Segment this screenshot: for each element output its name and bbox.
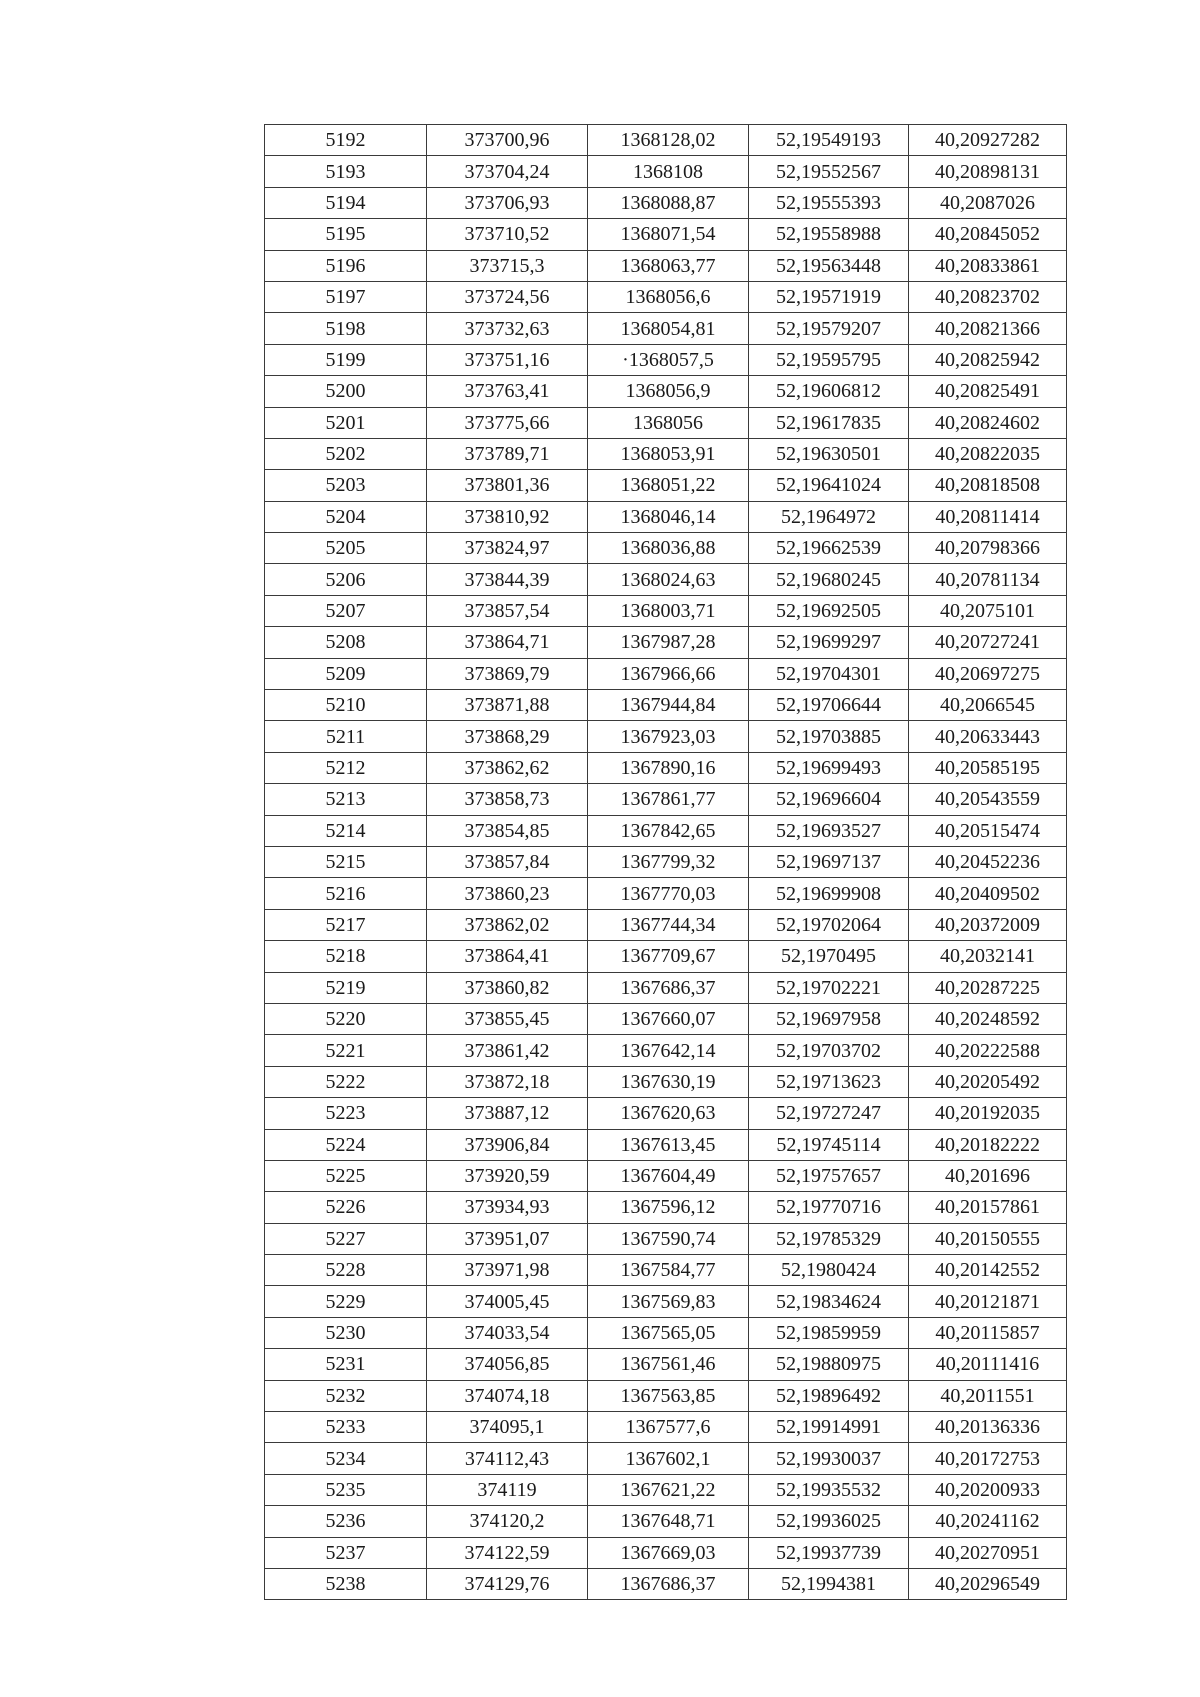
table-row	[265, 627, 1067, 658]
table-row	[265, 752, 1067, 783]
x-coordinate-cell: 373862,02	[427, 909, 588, 940]
longitude-cell: 40,201696	[909, 1160, 1067, 1191]
x-coordinate-cell: 373906,84	[427, 1129, 588, 1160]
table-row	[265, 1317, 1067, 1348]
latitude-cell: 52,19662539	[749, 533, 909, 564]
latitude-cell: 52,19606812	[749, 376, 909, 407]
x-coordinate-cell: 373710,52	[427, 219, 588, 250]
x-coordinate-cell: 373861,42	[427, 1035, 588, 1066]
x-coordinate-cell: 374074,18	[427, 1380, 588, 1411]
point-number-cell: 5236	[265, 1506, 427, 1537]
table-row	[265, 313, 1067, 344]
y-coordinate-cell: 1367660,07	[588, 1003, 749, 1034]
x-coordinate-cell: 373858,73	[427, 784, 588, 815]
x-coordinate-cell: 373951,07	[427, 1223, 588, 1254]
longitude-cell: 40,20898131	[909, 156, 1067, 187]
x-coordinate-cell: 374120,2	[427, 1506, 588, 1537]
x-coordinate-cell: 373871,88	[427, 690, 588, 721]
longitude-cell: 40,20157861	[909, 1192, 1067, 1223]
latitude-cell: 52,19558988	[749, 219, 909, 250]
table-row	[265, 1098, 1067, 1129]
latitude-cell: 52,19834624	[749, 1286, 909, 1317]
x-coordinate-cell: 373971,98	[427, 1255, 588, 1286]
x-coordinate-cell: 373864,41	[427, 941, 588, 972]
latitude-cell: 52,1980424	[749, 1255, 909, 1286]
coordinates-table	[264, 124, 1067, 1600]
longitude-cell: 40,20172753	[909, 1443, 1067, 1474]
y-coordinate-cell: 1368108	[588, 156, 749, 187]
longitude-cell: 40,20818508	[909, 470, 1067, 501]
latitude-cell: 52,19702221	[749, 972, 909, 1003]
table-row	[265, 784, 1067, 815]
table-row	[265, 721, 1067, 752]
point-number-cell: 5231	[265, 1349, 427, 1380]
table-row	[265, 1443, 1067, 1474]
longitude-cell: 40,20115857	[909, 1317, 1067, 1348]
point-number-cell: 5223	[265, 1098, 427, 1129]
latitude-cell: 52,19699908	[749, 878, 909, 909]
table-row	[265, 564, 1067, 595]
latitude-cell: 52,19699297	[749, 627, 909, 658]
point-number-cell: 5214	[265, 815, 427, 846]
point-number-cell: 5232	[265, 1380, 427, 1411]
point-number-cell: 5233	[265, 1412, 427, 1443]
table-row	[265, 1412, 1067, 1443]
point-number-cell: 5196	[265, 250, 427, 281]
y-coordinate-cell: 1367744,34	[588, 909, 749, 940]
longitude-cell: 40,20585195	[909, 752, 1067, 783]
point-number-cell: 5198	[265, 313, 427, 344]
point-number-cell: 5224	[265, 1129, 427, 1160]
y-coordinate-cell: 1368003,71	[588, 595, 749, 626]
longitude-cell: 40,20241162	[909, 1506, 1067, 1537]
x-coordinate-cell: 373704,24	[427, 156, 588, 187]
point-number-cell: 5237	[265, 1537, 427, 1568]
x-coordinate-cell: 373887,12	[427, 1098, 588, 1129]
table-row	[265, 1223, 1067, 1254]
x-coordinate-cell: 373824,97	[427, 533, 588, 564]
latitude-cell: 52,19896492	[749, 1380, 909, 1411]
y-coordinate-cell: 1368051,22	[588, 470, 749, 501]
y-coordinate-cell: 1368128,02	[588, 125, 749, 156]
table-row	[265, 1380, 1067, 1411]
y-coordinate-cell: 1368024,63	[588, 564, 749, 595]
table-row	[265, 407, 1067, 438]
x-coordinate-cell: 373868,29	[427, 721, 588, 752]
longitude-cell: 40,20248592	[909, 1003, 1067, 1034]
latitude-cell: 52,19641024	[749, 470, 909, 501]
table-row	[265, 250, 1067, 281]
latitude-cell: 52,19706644	[749, 690, 909, 721]
latitude-cell: 52,19880975	[749, 1349, 909, 1380]
table-row	[265, 219, 1067, 250]
point-number-cell: 5211	[265, 721, 427, 752]
y-coordinate-cell: 1367577,6	[588, 1412, 749, 1443]
table-row	[265, 187, 1067, 218]
x-coordinate-cell: 373872,18	[427, 1066, 588, 1097]
table-row	[265, 281, 1067, 312]
table-row	[265, 1474, 1067, 1505]
table-row	[265, 344, 1067, 375]
y-coordinate-cell: 1367565,05	[588, 1317, 749, 1348]
point-number-cell: 5225	[265, 1160, 427, 1191]
y-coordinate-cell: 1367648,71	[588, 1506, 749, 1537]
latitude-cell: 52,19757657	[749, 1160, 909, 1191]
coordinates-table-body	[265, 125, 1067, 1600]
table-row	[265, 1255, 1067, 1286]
longitude-cell: 40,2087026	[909, 187, 1067, 218]
latitude-cell: 52,1994381	[749, 1568, 909, 1599]
longitude-cell: 40,20825942	[909, 344, 1067, 375]
longitude-cell: 40,20150555	[909, 1223, 1067, 1254]
longitude-cell: 40,20822035	[909, 438, 1067, 469]
point-number-cell: 5200	[265, 376, 427, 407]
longitude-cell: 40,20121871	[909, 1286, 1067, 1317]
y-coordinate-cell: 1367604,49	[588, 1160, 749, 1191]
longitude-cell: 40,20409502	[909, 878, 1067, 909]
table-row	[265, 1568, 1067, 1599]
y-coordinate-cell: 1368054,81	[588, 313, 749, 344]
longitude-cell: 40,20845052	[909, 219, 1067, 250]
point-number-cell: 5226	[265, 1192, 427, 1223]
point-number-cell: 5227	[265, 1223, 427, 1254]
latitude-cell: 52,19770716	[749, 1192, 909, 1223]
x-coordinate-cell: 373860,23	[427, 878, 588, 909]
table-row	[265, 1003, 1067, 1034]
latitude-cell: 52,19552567	[749, 156, 909, 187]
latitude-cell: 52,19617835	[749, 407, 909, 438]
y-coordinate-cell: 1368056,6	[588, 281, 749, 312]
table-row	[265, 909, 1067, 940]
y-coordinate-cell: 1367569,83	[588, 1286, 749, 1317]
table-row	[265, 878, 1067, 909]
longitude-cell: 40,20811414	[909, 501, 1067, 532]
x-coordinate-cell: 373732,63	[427, 313, 588, 344]
longitude-cell: 40,20287225	[909, 972, 1067, 1003]
point-number-cell: 5222	[265, 1066, 427, 1097]
latitude-cell: 52,19697137	[749, 846, 909, 877]
latitude-cell: 52,19595795	[749, 344, 909, 375]
longitude-cell: 40,20452236	[909, 846, 1067, 877]
y-coordinate-cell: 1367799,32	[588, 846, 749, 877]
x-coordinate-cell: 373751,16	[427, 344, 588, 375]
latitude-cell: 52,1970495	[749, 941, 909, 972]
x-coordinate-cell: 374056,85	[427, 1349, 588, 1380]
point-number-cell: 5195	[265, 219, 427, 250]
longitude-cell: 40,20182222	[909, 1129, 1067, 1160]
latitude-cell: 52,1964972	[749, 501, 909, 532]
x-coordinate-cell: 373706,93	[427, 187, 588, 218]
table-row	[265, 1160, 1067, 1191]
table-row	[265, 846, 1067, 877]
y-coordinate-cell: 1368036,88	[588, 533, 749, 564]
point-number-cell: 5220	[265, 1003, 427, 1034]
latitude-cell: 52,19571919	[749, 281, 909, 312]
x-coordinate-cell: 373789,71	[427, 438, 588, 469]
latitude-cell: 52,19859959	[749, 1317, 909, 1348]
latitude-cell: 52,19630501	[749, 438, 909, 469]
x-coordinate-cell: 373855,45	[427, 1003, 588, 1034]
y-coordinate-cell: ·1368057,5	[588, 344, 749, 375]
longitude-cell: 40,20205492	[909, 1066, 1067, 1097]
point-number-cell: 5210	[265, 690, 427, 721]
longitude-cell: 40,20781134	[909, 564, 1067, 595]
latitude-cell: 52,19727247	[749, 1098, 909, 1129]
latitude-cell: 52,19785329	[749, 1223, 909, 1254]
y-coordinate-cell: 1367613,45	[588, 1129, 749, 1160]
latitude-cell: 52,19697958	[749, 1003, 909, 1034]
point-number-cell: 5193	[265, 156, 427, 187]
y-coordinate-cell: 1368056,9	[588, 376, 749, 407]
longitude-cell: 40,20222588	[909, 1035, 1067, 1066]
y-coordinate-cell: 1367923,03	[588, 721, 749, 752]
table-row	[265, 1192, 1067, 1223]
y-coordinate-cell: 1367621,22	[588, 1474, 749, 1505]
table-row	[265, 1286, 1067, 1317]
longitude-cell: 40,20142552	[909, 1255, 1067, 1286]
x-coordinate-cell: 374095,1	[427, 1412, 588, 1443]
x-coordinate-cell: 373934,93	[427, 1192, 588, 1223]
latitude-cell: 52,19563448	[749, 250, 909, 281]
table-row	[265, 470, 1067, 501]
point-number-cell: 5213	[265, 784, 427, 815]
x-coordinate-cell: 373763,41	[427, 376, 588, 407]
point-number-cell: 5205	[265, 533, 427, 564]
point-number-cell: 5234	[265, 1443, 427, 1474]
x-coordinate-cell: 374119	[427, 1474, 588, 1505]
x-coordinate-cell: 374112,43	[427, 1443, 588, 1474]
y-coordinate-cell: 1368071,54	[588, 219, 749, 250]
point-number-cell: 5215	[265, 846, 427, 877]
latitude-cell: 52,19579207	[749, 313, 909, 344]
y-coordinate-cell: 1368046,14	[588, 501, 749, 532]
x-coordinate-cell: 373864,71	[427, 627, 588, 658]
point-number-cell: 5208	[265, 627, 427, 658]
x-coordinate-cell: 374033,54	[427, 1317, 588, 1348]
x-coordinate-cell: 373857,54	[427, 595, 588, 626]
table-row	[265, 690, 1067, 721]
table-row	[265, 533, 1067, 564]
point-number-cell: 5203	[265, 470, 427, 501]
x-coordinate-cell: 373857,84	[427, 846, 588, 877]
latitude-cell: 52,19555393	[749, 187, 909, 218]
y-coordinate-cell: 1367561,46	[588, 1349, 749, 1380]
latitude-cell: 52,19699493	[749, 752, 909, 783]
point-number-cell: 5228	[265, 1255, 427, 1286]
y-coordinate-cell: 1368056	[588, 407, 749, 438]
latitude-cell: 52,19680245	[749, 564, 909, 595]
longitude-cell: 40,20136336	[909, 1412, 1067, 1443]
point-number-cell: 5230	[265, 1317, 427, 1348]
y-coordinate-cell: 1367987,28	[588, 627, 749, 658]
table-row	[265, 941, 1067, 972]
longitude-cell: 40,20697275	[909, 658, 1067, 689]
y-coordinate-cell: 1367686,37	[588, 972, 749, 1003]
point-number-cell: 5206	[265, 564, 427, 595]
point-number-cell: 5219	[265, 972, 427, 1003]
latitude-cell: 52,19930037	[749, 1443, 909, 1474]
latitude-cell: 52,19713623	[749, 1066, 909, 1097]
longitude-cell: 40,2075101	[909, 595, 1067, 626]
longitude-cell: 40,20633443	[909, 721, 1067, 752]
y-coordinate-cell: 1368088,87	[588, 187, 749, 218]
point-number-cell: 5229	[265, 1286, 427, 1317]
latitude-cell: 52,19692505	[749, 595, 909, 626]
longitude-cell: 40,20927282	[909, 125, 1067, 156]
y-coordinate-cell: 1367966,66	[588, 658, 749, 689]
point-number-cell: 5218	[265, 941, 427, 972]
x-coordinate-cell: 373920,59	[427, 1160, 588, 1191]
table-row	[265, 1129, 1067, 1160]
longitude-cell: 40,20192035	[909, 1098, 1067, 1129]
point-number-cell: 5207	[265, 595, 427, 626]
y-coordinate-cell: 1367842,65	[588, 815, 749, 846]
longitude-cell: 40,20824602	[909, 407, 1067, 438]
point-number-cell: 5216	[265, 878, 427, 909]
latitude-cell: 52,19703885	[749, 721, 909, 752]
latitude-cell: 52,19703702	[749, 1035, 909, 1066]
latitude-cell: 52,19702064	[749, 909, 909, 940]
x-coordinate-cell: 373810,92	[427, 501, 588, 532]
table-row	[265, 595, 1067, 626]
point-number-cell: 5235	[265, 1474, 427, 1505]
x-coordinate-cell: 373862,62	[427, 752, 588, 783]
longitude-cell: 40,20825491	[909, 376, 1067, 407]
table-row	[265, 658, 1067, 689]
longitude-cell: 40,2011551	[909, 1380, 1067, 1411]
longitude-cell: 40,20798366	[909, 533, 1067, 564]
table-row	[265, 815, 1067, 846]
table-row	[265, 501, 1067, 532]
x-coordinate-cell: 373775,66	[427, 407, 588, 438]
y-coordinate-cell: 1367602,1	[588, 1443, 749, 1474]
longitude-cell: 40,20821366	[909, 313, 1067, 344]
longitude-cell: 40,2032141	[909, 941, 1067, 972]
x-coordinate-cell: 374122,59	[427, 1537, 588, 1568]
x-coordinate-cell: 373860,82	[427, 972, 588, 1003]
y-coordinate-cell: 1367563,85	[588, 1380, 749, 1411]
x-coordinate-cell: 373869,79	[427, 658, 588, 689]
table-row	[265, 125, 1067, 156]
latitude-cell: 52,19696604	[749, 784, 909, 815]
table-row	[265, 972, 1067, 1003]
y-coordinate-cell: 1367596,12	[588, 1192, 749, 1223]
longitude-cell: 40,20296549	[909, 1568, 1067, 1599]
y-coordinate-cell: 1368063,77	[588, 250, 749, 281]
y-coordinate-cell: 1367709,67	[588, 941, 749, 972]
point-number-cell: 5197	[265, 281, 427, 312]
table-row	[265, 1537, 1067, 1568]
y-coordinate-cell: 1367620,63	[588, 1098, 749, 1129]
y-coordinate-cell: 1367642,14	[588, 1035, 749, 1066]
y-coordinate-cell: 1367630,19	[588, 1066, 749, 1097]
longitude-cell: 40,20200933	[909, 1474, 1067, 1505]
latitude-cell: 52,19936025	[749, 1506, 909, 1537]
latitude-cell: 52,19937739	[749, 1537, 909, 1568]
table-row	[265, 1066, 1067, 1097]
point-number-cell: 5192	[265, 125, 427, 156]
y-coordinate-cell: 1367669,03	[588, 1537, 749, 1568]
point-number-cell: 5209	[265, 658, 427, 689]
longitude-cell: 40,20515474	[909, 815, 1067, 846]
table-row	[265, 1349, 1067, 1380]
y-coordinate-cell: 1367590,74	[588, 1223, 749, 1254]
point-number-cell: 5202	[265, 438, 427, 469]
point-number-cell: 5221	[265, 1035, 427, 1066]
y-coordinate-cell: 1367944,84	[588, 690, 749, 721]
x-coordinate-cell: 373801,36	[427, 470, 588, 501]
point-number-cell: 5199	[265, 344, 427, 375]
x-coordinate-cell: 373854,85	[427, 815, 588, 846]
longitude-cell: 40,20833861	[909, 250, 1067, 281]
x-coordinate-cell: 373715,3	[427, 250, 588, 281]
point-number-cell: 5201	[265, 407, 427, 438]
latitude-cell: 52,19693527	[749, 815, 909, 846]
point-number-cell: 5212	[265, 752, 427, 783]
x-coordinate-cell: 373700,96	[427, 125, 588, 156]
table-row	[265, 376, 1067, 407]
longitude-cell: 40,20543559	[909, 784, 1067, 815]
point-number-cell: 5217	[265, 909, 427, 940]
table-row	[265, 438, 1067, 469]
longitude-cell: 40,20727241	[909, 627, 1067, 658]
latitude-cell: 52,19914991	[749, 1412, 909, 1443]
point-number-cell: 5238	[265, 1568, 427, 1599]
y-coordinate-cell: 1367890,16	[588, 752, 749, 783]
longitude-cell: 40,20111416	[909, 1349, 1067, 1380]
x-coordinate-cell: 373724,56	[427, 281, 588, 312]
point-number-cell: 5204	[265, 501, 427, 532]
table-row	[265, 156, 1067, 187]
latitude-cell: 52,19745114	[749, 1129, 909, 1160]
longitude-cell: 40,20372009	[909, 909, 1067, 940]
x-coordinate-cell: 373844,39	[427, 564, 588, 595]
latitude-cell: 52,19935532	[749, 1474, 909, 1505]
latitude-cell: 52,19704301	[749, 658, 909, 689]
longitude-cell: 40,2066545	[909, 690, 1067, 721]
y-coordinate-cell: 1368053,91	[588, 438, 749, 469]
x-coordinate-cell: 374005,45	[427, 1286, 588, 1317]
y-coordinate-cell: 1367861,77	[588, 784, 749, 815]
y-coordinate-cell: 1367770,03	[588, 878, 749, 909]
longitude-cell: 40,20270951	[909, 1537, 1067, 1568]
longitude-cell: 40,20823702	[909, 281, 1067, 312]
table-row	[265, 1035, 1067, 1066]
y-coordinate-cell: 1367686,37	[588, 1568, 749, 1599]
x-coordinate-cell: 374129,76	[427, 1568, 588, 1599]
y-coordinate-cell: 1367584,77	[588, 1255, 749, 1286]
latitude-cell: 52,19549193	[749, 125, 909, 156]
table-row	[265, 1506, 1067, 1537]
point-number-cell: 5194	[265, 187, 427, 218]
